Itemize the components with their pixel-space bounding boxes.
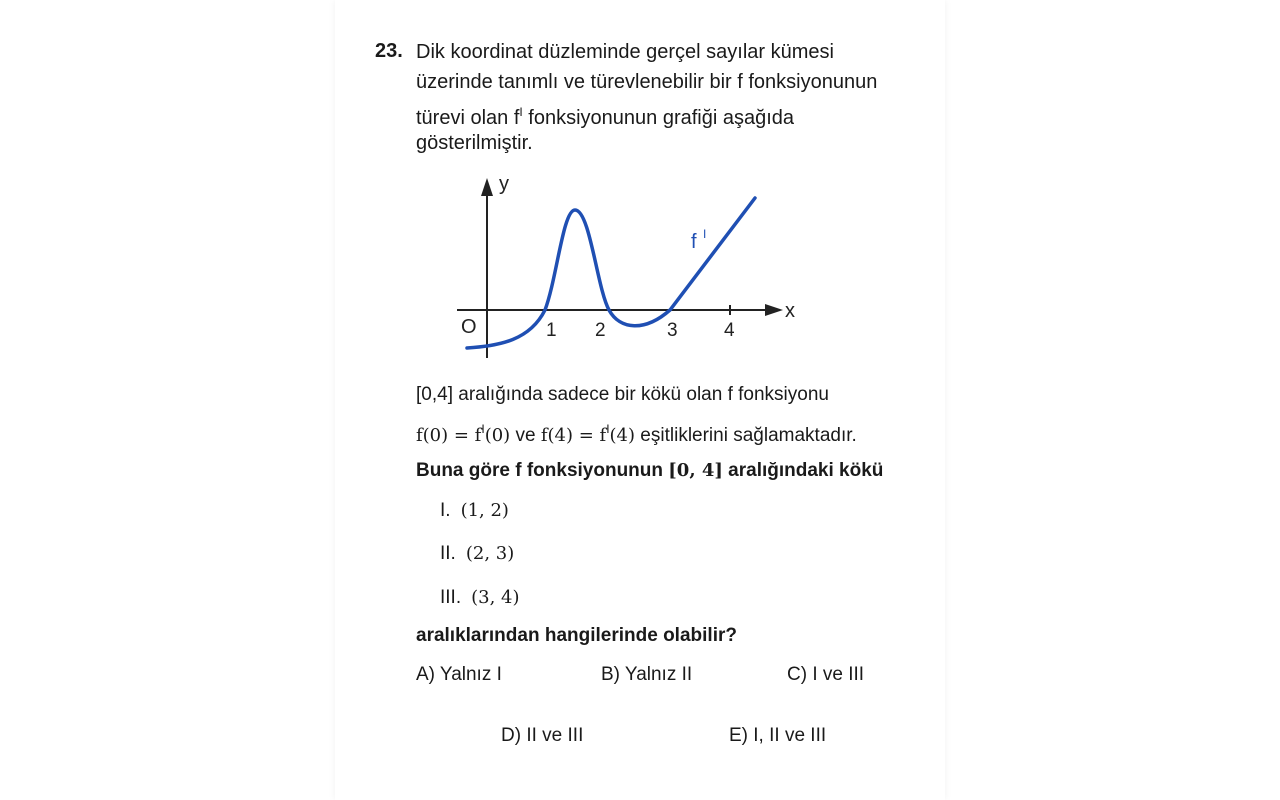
x-axis-label: x [785,300,795,322]
answer-e[interactable]: E) I, II ve III [729,725,827,746]
equation-f4-arg: (4) [609,425,636,446]
question-line-4: gösterilmiştir. [416,132,533,154]
question-line-3 [416,100,794,130]
equation-f4: f(4) = f [540,425,607,446]
tick-label-1: 1 [546,320,557,341]
statement-line-3-text: Buna göre f fonksiyonunun [416,460,669,481]
question-line-3-rest: fonksiyonunun grafiği aşağıda [522,107,795,129]
option-iii-interval: (3, 4) [471,587,520,608]
prime-mark-2: I [481,422,485,436]
answer-c[interactable]: C) I ve III [787,664,865,685]
option-i [440,500,509,522]
tick-label-4: 4 [724,320,735,341]
answer-d[interactable]: D) II ve III [501,725,584,746]
question-line-2: üzerinde tanımlı ve türevlenebilir bir f fonksiyonunun [416,71,878,93]
derivative-curve [467,198,755,348]
conjunction: ve [510,425,541,446]
curve-label: f [691,231,697,253]
x-axis-arrow [765,304,783,316]
answer-a[interactable]: A) Yalnız I [416,664,502,685]
question-number: 23. [375,40,403,62]
derivative-graph [445,168,815,368]
option-iii-roman: III. [440,587,462,608]
tick-label-2: 2 [595,320,606,341]
origin-label: O [461,316,477,338]
curve-label-prime: I [703,227,707,241]
prime-mark-3: I [606,422,610,436]
option-ii [440,543,514,565]
option-i-interval: (1, 2) [460,500,509,521]
statement-line-2-rest: eşitliklerini sağlamaktadır. [635,425,857,446]
question-line-1: Dik koordinat düzleminde gerçel sayılar kümesi [416,41,834,63]
y-axis-arrow [481,178,493,196]
option-ii-roman: II. [440,543,456,564]
statement-line-3 [416,460,883,482]
statement-line-1: [0,4] aralığında sadece bir kökü olan f fonksiyonu [416,384,829,405]
statement-line-2 [416,422,857,447]
answer-b[interactable]: B) Yalnız II [601,664,693,685]
question-line-3-text: türevi olan f [416,107,520,129]
prime-mark: I [519,105,523,119]
statement-line-3-rest: aralığındaki kökü [722,460,884,481]
interval-0-4: [0, 4] [668,460,723,481]
tick-label-3: 3 [667,320,678,341]
option-ii-interval: (2, 3) [465,543,515,564]
equation-f0-arg: (0) [484,425,511,446]
equation-f0: f(0) = f [416,425,482,446]
option-iii [440,587,520,609]
y-axis-label: y [499,173,509,195]
option-i-roman: I. [440,500,451,521]
question-end: aralıklarından hangilerinde olabilir? [416,625,737,646]
